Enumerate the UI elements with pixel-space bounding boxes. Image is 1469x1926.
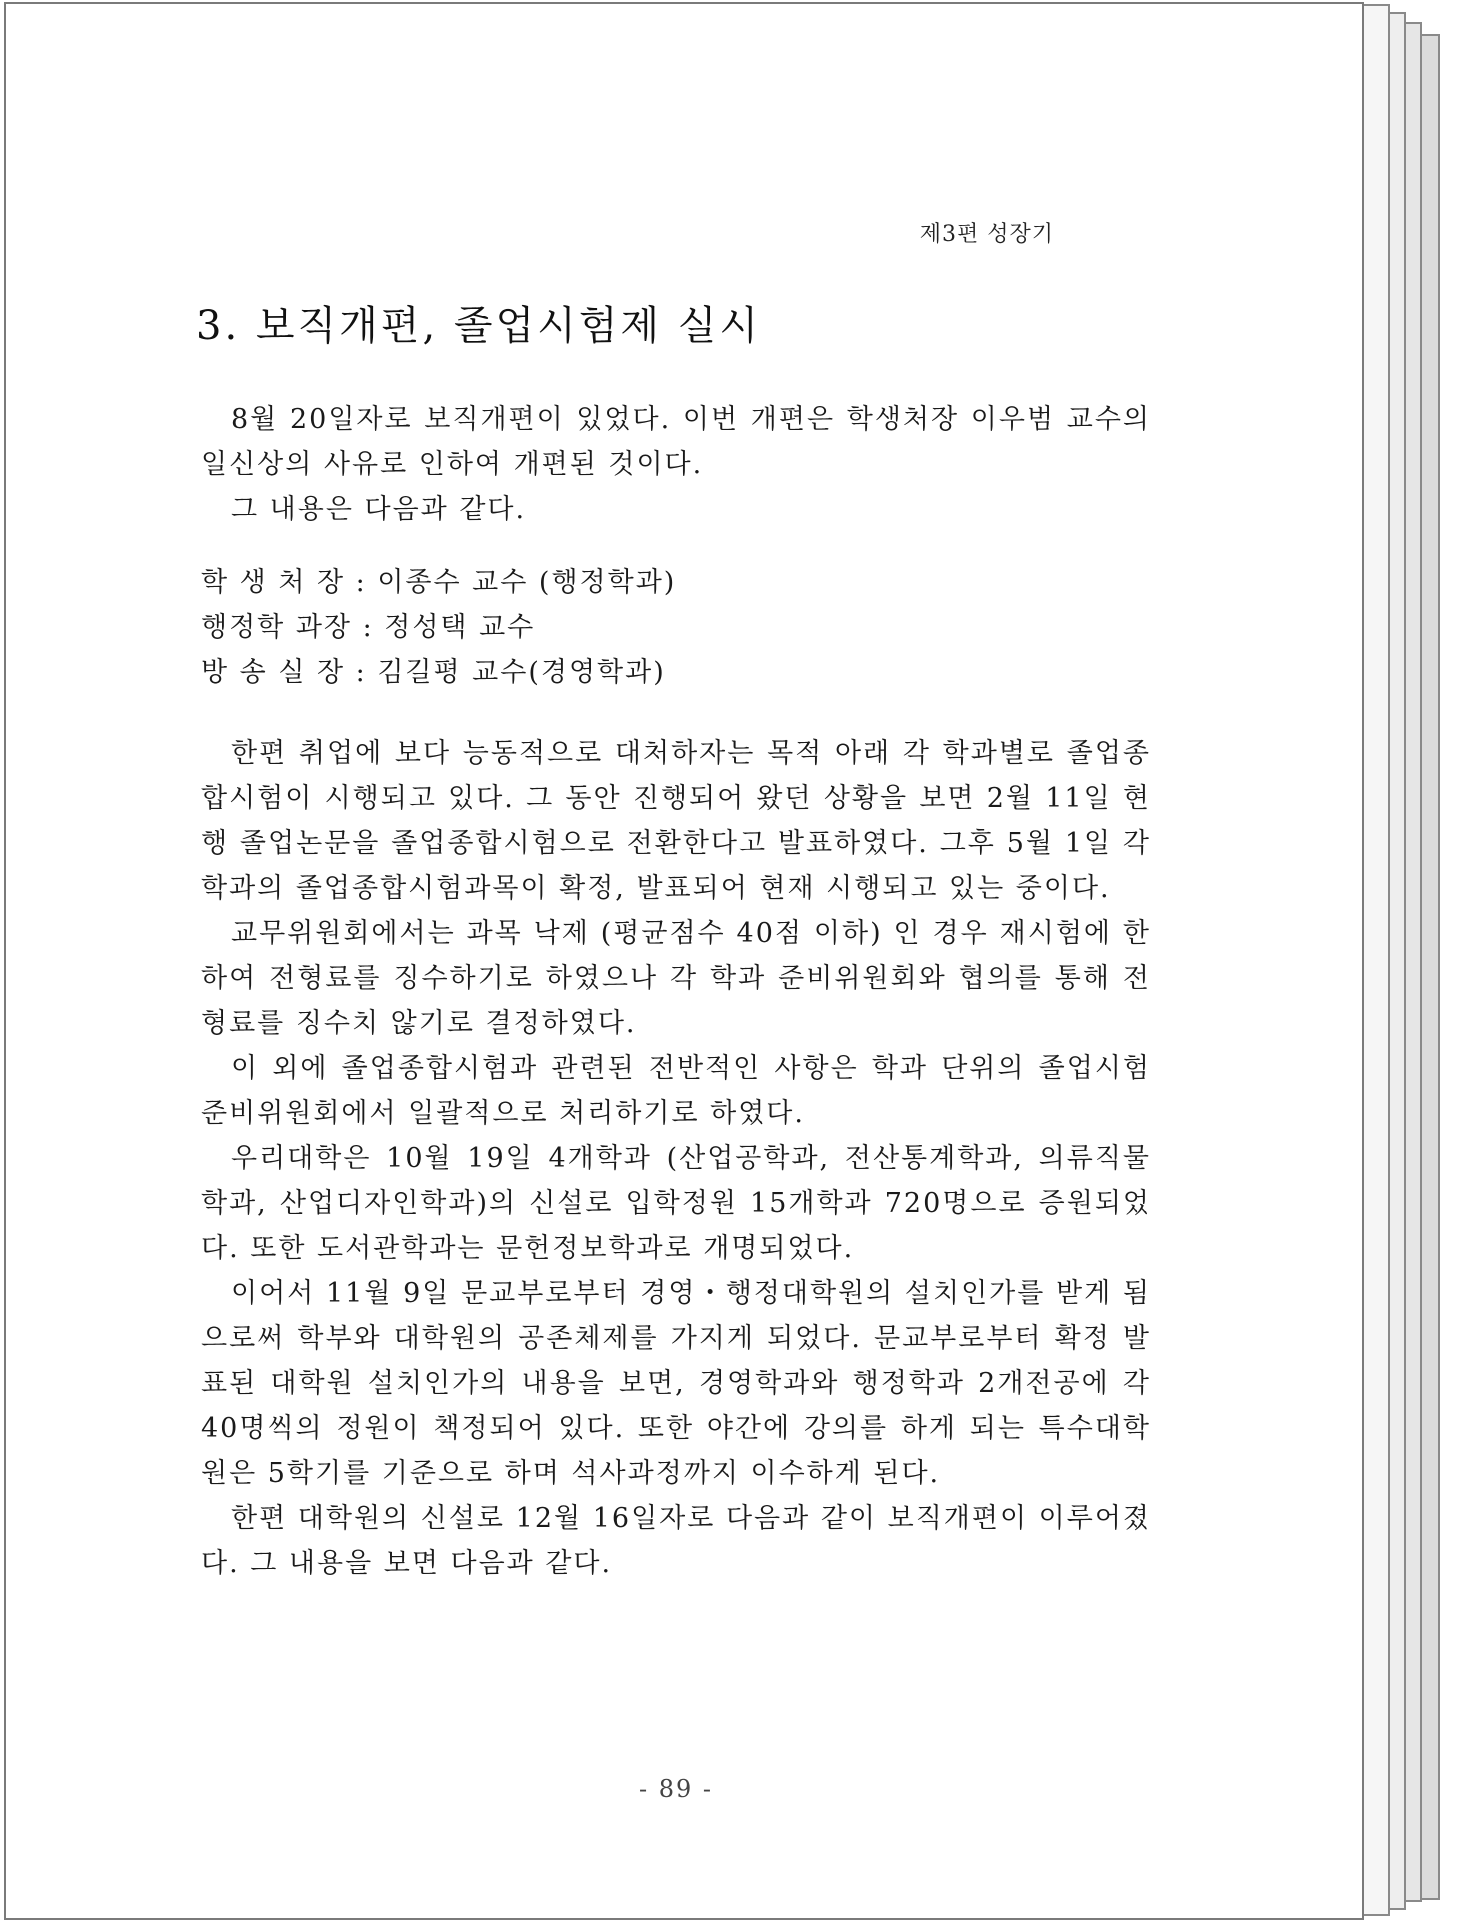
paragraph-3: 한편 취업에 보다 능동적으로 대처하자는 목적 아래 각 학과별로 졸업종합시험이 시행되고 있다. 그 동안 진행되어 왔던 상황을 보면 2월 11일 현행 졸업논문을 졸업종합시험으로 전환한다고 발표하였다. 그후 5월 1일 각 학과의 졸업종합시험과목이 확정, 발표되어 현재 시행되고 있는 중이다. [201,738,1151,904]
appointment-item: 행정학 과장 : 정성택 교수 [201,612,536,643]
page-number: - 89 - [638,1775,713,1803]
paragraph-1: 8월 20일자로 보직개편이 있었다. 이번 개편은 학생처장 이우범 교수의 일신상의 사유로 인하여 개편된 것이다. [201,404,1151,480]
paragraph-2: 그 내용은 다음과 같다. [231,494,527,525]
running-head: 제3편 성장기 [919,222,1054,247]
section-title: 3. 보직개편, 졸업시험제 실시 [196,303,762,349]
body-text [201,397,1151,1586]
document-page [4,2,1364,1920]
appointment-item: 학 생 처 장 : 이종수 교수 (행정학과) [201,567,677,598]
paragraph-7: 이어서 11월 9일 문교부로부터 경영・행정대학원의 설치인가를 받게 됨으로써 학부와 대학원의 공존체제를 가지게 되었다. 문교부로부터 확정 발표된 대학원 설치인가의 내용을 보면, 경영학과와 행정학과 2개전공에 각 40명씩의 정원이 책정되어 있다. 또한 야간에 강의를 하게 되는 특수대학원은 5학기를 기준으로 하며 석사과정까지 이수하게 된다. [201,1278,1151,1489]
paragraph-8: 한편 대학원의 신설로 12월 16일자로 다음과 같이 보직개편이 이루어졌다. 그 내용을 보면 다음과 같다. [201,1503,1151,1579]
paragraph-6: 우리대학은 10월 19일 4개학과 (산업공학과, 전산통계학과, 의류직물학과, 산업디자인학과)의 신설로 입학정원 15개학과 720명으로 증원되었다. 또한 도서관학과는 문헌정보학과로 개명되었다. [201,1143,1151,1264]
page-stack-edge [1360,4,1390,1916]
appointment-item: 방 송 실 장 : 김길평 교수(경영학과) [201,657,666,688]
paragraph-5: 이 외에 졸업종합시험과 관련된 전반적인 사항은 학과 단위의 졸업시험준비위원회에서 일괄적으로 처리하기로 하였다. [201,1053,1151,1129]
paragraph-4: 교무위원회에서는 과목 낙제 (평균점수 40점 이하) 인 경우 재시험에 한하여 전형료를 징수하기로 하였으나 각 학과 준비위원회와 협의를 통해 전형료를 징수치 않기로 결정하였다. [201,918,1151,1039]
